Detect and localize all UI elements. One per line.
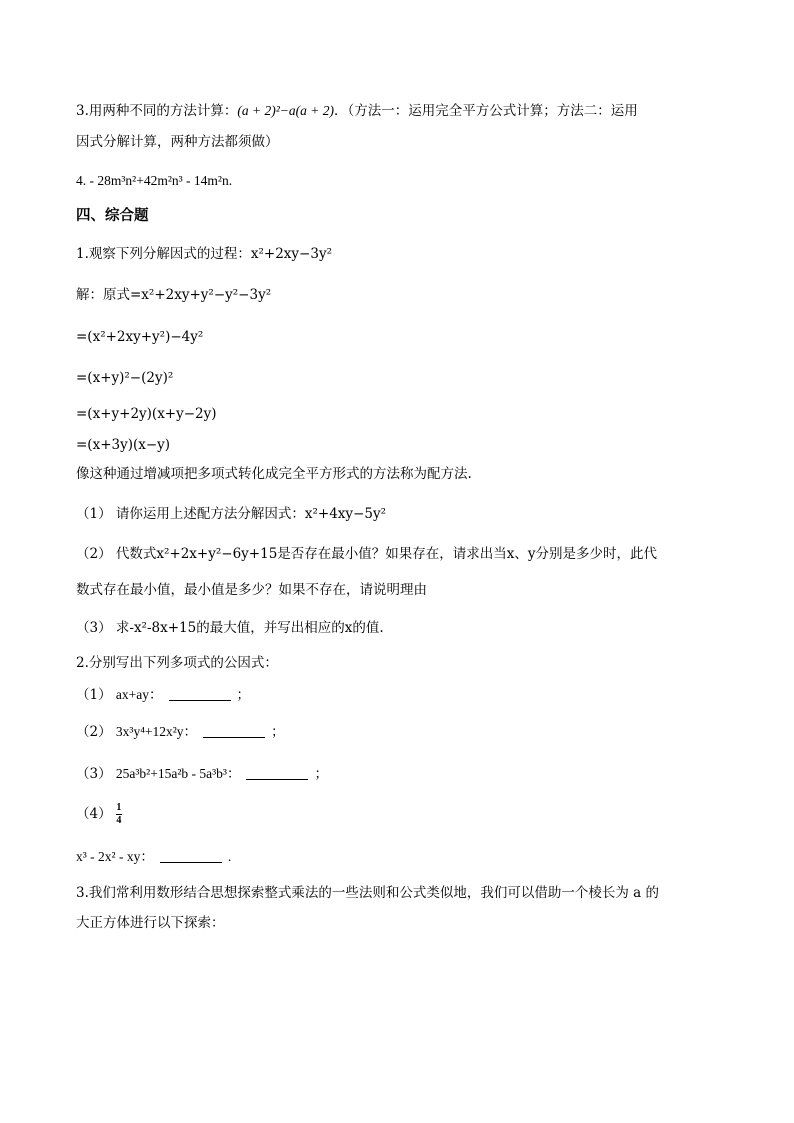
c1-step5: =(x+3y)(x−y) (76, 437, 171, 453)
c2-item-1 (76, 684, 734, 706)
q3-prefix: 3.用两种不同的方法计算： (76, 103, 238, 119)
fraction (116, 803, 122, 826)
answer-blank[interactable] (203, 723, 265, 738)
c2-item-num: （2） (76, 724, 112, 740)
c1-sub3: （3） 求-x²-8x+15的最大值，并写出相应的x的值. (76, 620, 384, 636)
c2-item-expr: ax+ay： (115, 687, 163, 702)
c2-item-num: （3） (76, 766, 112, 782)
c1-step1: 解：原式=x²+2xy+y²−y²−3y² (76, 287, 272, 303)
c1-note: 像这种通过增减项把多项式转化成完全平方形式的方法称为配方法. (76, 466, 472, 482)
answer-blank[interactable] (246, 765, 308, 780)
answer-blank[interactable] (160, 848, 222, 863)
c1-sub1: （1） 请你运用上述配方法分解因式：x²+4xy−5y² (76, 506, 386, 522)
fraction-denominator: 4 (116, 815, 122, 826)
c2-item-3 (76, 763, 734, 785)
c1-step3: =(x+y)²−(2y)² (76, 370, 174, 386)
c2-item-num: （1） (76, 687, 112, 703)
c2-item-4 (76, 803, 734, 826)
c2-item-expr: 25a³b²+15a²b - 5a³b³： (115, 766, 241, 781)
c2-item-expr: 3x³y⁴+12x²y： (115, 724, 198, 739)
c1-step2: =(x²+2xy+y²)−4y² (76, 329, 204, 345)
q3-line1 (76, 100, 734, 122)
c1-sub2-line2: 数式存在最小值，最小值是多少？如果不存在，请说明理由 (76, 582, 427, 598)
c2-item-end: ； (271, 724, 285, 740)
c2-item-end: ； (236, 687, 250, 703)
q4-text: 4. - 28m³n²+42m²n³ - 14m²n. (76, 173, 233, 188)
c2-item-num: （4） (76, 806, 112, 822)
c1-intro: 1.观察下列分解因式的过程：x²+2xy−3y² (76, 246, 332, 262)
c2-item4-end: . (227, 849, 232, 864)
c1-sub2-line1: （2） 代数式x²+2x+y²−6y+15是否存在最小值？如果存在，请求出当x、y分别是多少时，此代 (76, 546, 658, 562)
section-heading: 四、综合题 (76, 207, 149, 224)
q3-suffix: ．（方法一：运用完全平方公式计算；方法二：运用 (334, 103, 638, 119)
fraction-numerator: 1 (116, 802, 122, 813)
answer-blank[interactable] (169, 686, 231, 701)
c2-item-2 (76, 721, 734, 743)
q3-expression: (a + 2)²−a(a + 2) (237, 103, 334, 118)
c2-item4-expr: x³ - 2x² - xy： (76, 849, 154, 864)
q3-line2: 因式分解计算，两种方法都须做） (76, 134, 279, 150)
c2-item-end: ； (314, 766, 328, 782)
c1-step4: =(x+y+2y)(x+y−2y) (76, 406, 217, 422)
c3-line1: 3.我们常利用数形结合思想探索整式乘法的一些法则和公式类似地，我们可以借助一个棱长为 a 的 (76, 885, 660, 901)
c3-line2: 大正方体进行以下探索： (76, 915, 225, 931)
c2-item-4-line2 (76, 846, 734, 868)
c2-intro: 2.分别写出下列多项式的公因式： (76, 655, 278, 671)
